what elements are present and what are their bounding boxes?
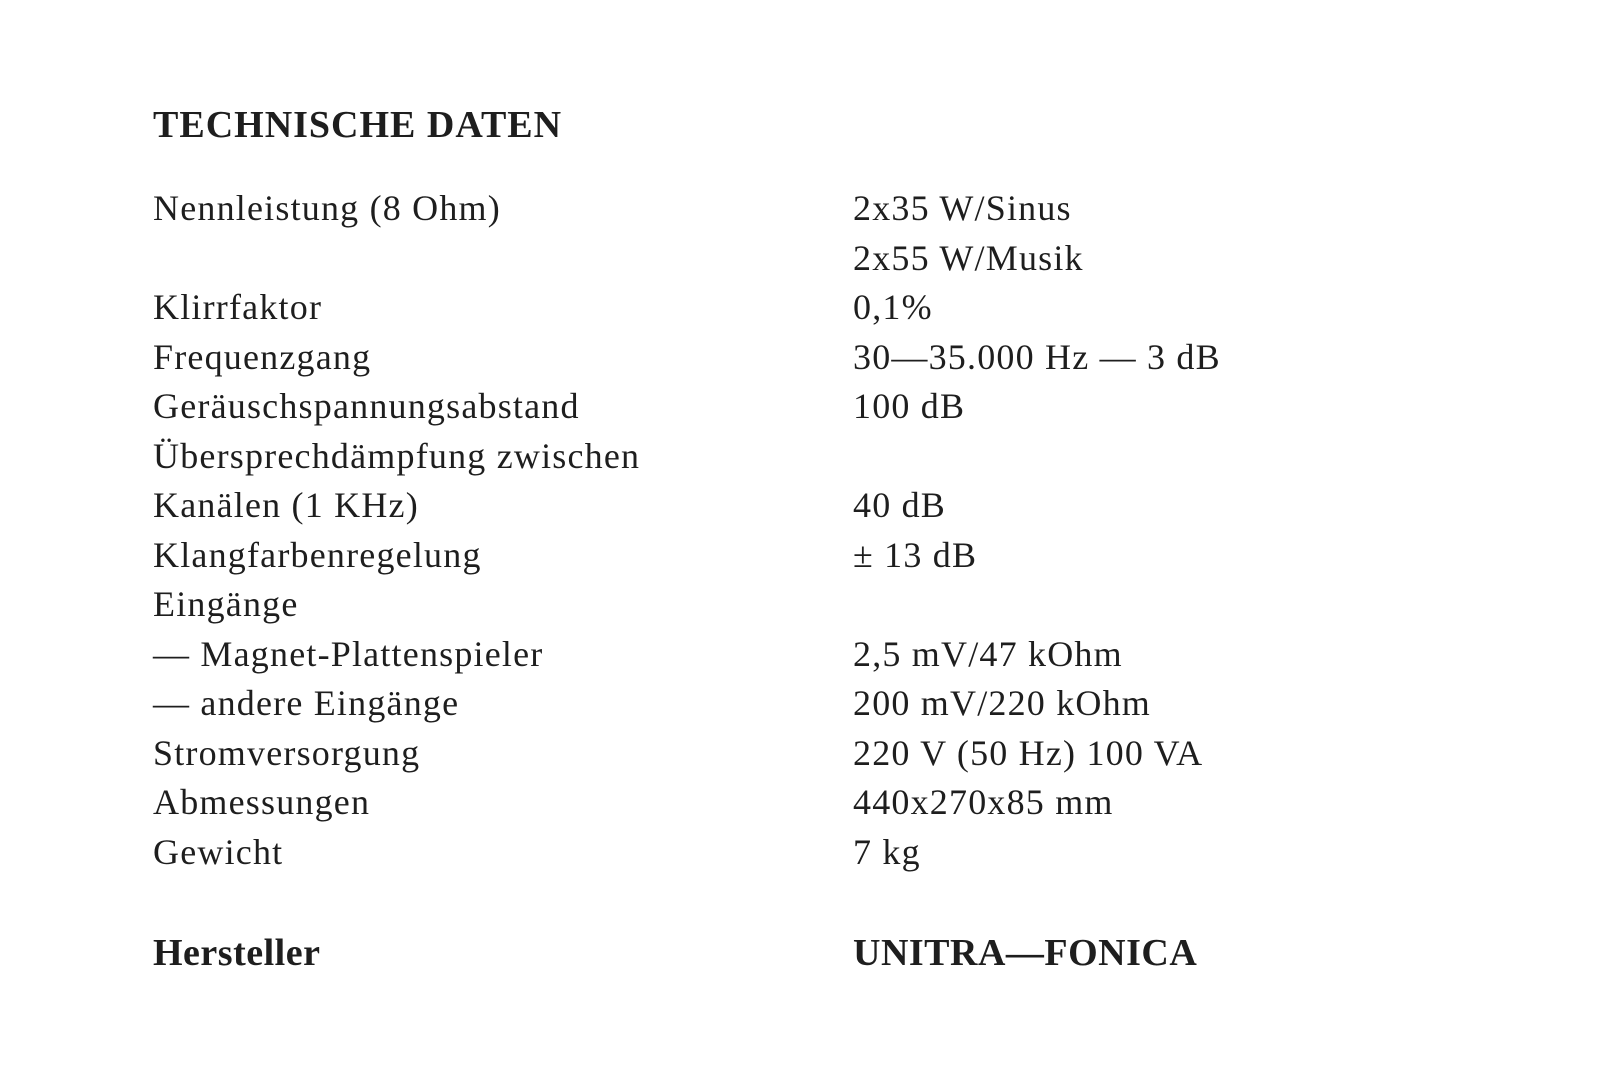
spec-row-geraeuschspannungsabstand bbox=[153, 382, 1453, 432]
spec-label: — Magnet-Plattenspieler bbox=[153, 633, 544, 674]
spec-value: 220 V (50 Hz) 100 VA bbox=[853, 732, 1204, 773]
spec-label: Gewicht bbox=[153, 831, 284, 872]
spec-row-stromversorgung bbox=[153, 729, 1453, 779]
spec-row-gewicht bbox=[153, 828, 1453, 878]
spec-value: 100 dB bbox=[853, 386, 966, 426]
spec-row-klirrfaktor bbox=[153, 283, 1453, 333]
spec-row-abmessungen bbox=[153, 778, 1453, 828]
spec-value: 2x55 W/Musik bbox=[853, 237, 1084, 278]
spec-label: Eingänge bbox=[153, 584, 299, 624]
spec-row-klangfarbenregelung bbox=[153, 531, 1453, 581]
spec-label: Stromversorgung bbox=[153, 732, 421, 773]
spec-value: 200 mV/220 kOhm bbox=[853, 683, 1152, 723]
spec-label: Klirrfaktor bbox=[153, 287, 323, 327]
spec-row-frequenzgang bbox=[153, 333, 1453, 383]
spec-label: Klangfarbenregelung bbox=[153, 534, 482, 575]
spec-row-nennleistung bbox=[153, 184, 1453, 234]
spec-value: 0,1% bbox=[853, 287, 933, 327]
spec-value: 2x35 W/Sinus bbox=[853, 188, 1072, 228]
spec-table bbox=[153, 184, 1453, 877]
spec-value: 2,5 mV/47 kOhm bbox=[853, 633, 1123, 674]
spec-label: — andere Eingänge bbox=[153, 683, 460, 723]
spec-label: Kanälen (1 KHz) bbox=[153, 485, 419, 525]
spec-row-eingaenge bbox=[153, 580, 1453, 630]
manufacturer-name: UNITRA—FONICA bbox=[853, 932, 1198, 974]
spec-label: Übersprechdämpfung zwischen bbox=[153, 435, 641, 476]
spec-row-nennleistung-musik bbox=[153, 234, 1453, 284]
spec-value: ± 13 dB bbox=[853, 534, 978, 575]
spec-label: Abmessungen bbox=[153, 782, 371, 822]
manufacturer-label: Hersteller bbox=[153, 932, 321, 974]
spec-label: Geräuschspannungsabstand bbox=[153, 386, 580, 426]
spec-label: Frequenzgang bbox=[153, 336, 372, 377]
spec-row-magnet-plattenspieler bbox=[153, 630, 1453, 680]
page-title: TECHNISCHE DATEN bbox=[153, 104, 563, 146]
spec-row-andere-eingaenge bbox=[153, 679, 1453, 729]
spec-value: 40 dB bbox=[853, 485, 947, 525]
spec-value: 30—35.000 Hz — 3 dB bbox=[853, 336, 1221, 377]
spec-row-kanaelen bbox=[153, 481, 1453, 531]
manufacturer-row bbox=[153, 928, 1453, 978]
spec-value: 7 kg bbox=[853, 831, 921, 872]
spec-label: Nennleistung (8 Ohm) bbox=[153, 188, 501, 228]
spec-value: 440x270x85 mm bbox=[853, 782, 1114, 822]
spec-row-uebersprechdaempfung bbox=[153, 432, 1453, 482]
